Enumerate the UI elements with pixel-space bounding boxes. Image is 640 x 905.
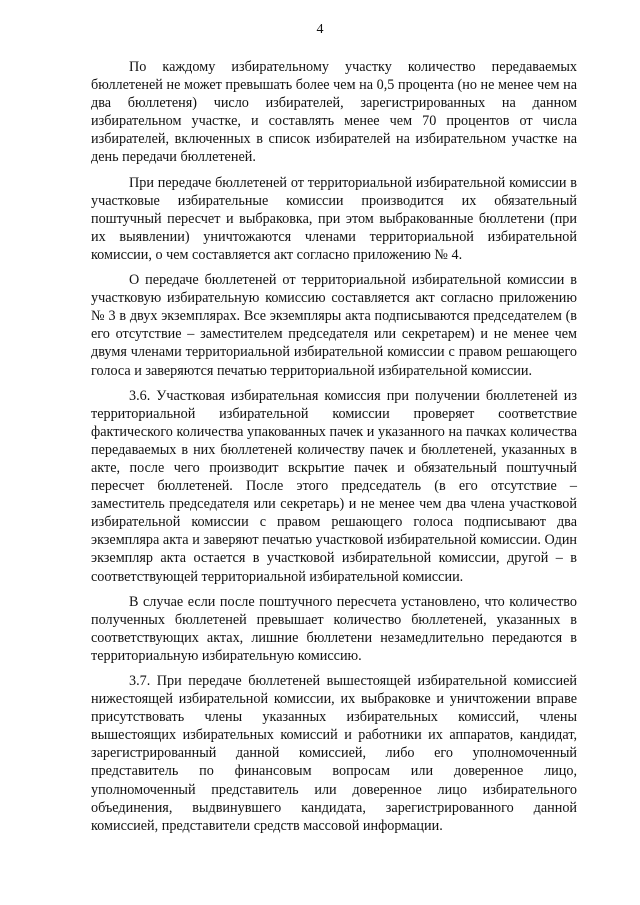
page-number: 4 [316,22,324,37]
paragraph-section-3-7: 3.7. При передаче бюллетеней вышестоящей избирательной комиссией нижестоящей избирательной комиссии, их выбраковке и уничтожении вправе присутствовать члены указанных избирательных комиссий, члены вышестоящих избирательных комиссий и работники их аппаратов, кандидат, зарегистрированный данной комиссией, либо его уполномоченный представитель по финансовым вопросам или доверенное лицо, уполномоченный представитель или доверенное лицо избирательного объединения, выдвинувшего кандидата, зарегистрированного данной комиссией, представители средств массовой информации. [91,673,577,834]
paragraph-excess-ballots: В случае если после поштучного пересчета установлено, что количество полученных бюллетеней превышает количество бюллетеней, указанных в соответствующих актах, лишние бюллетени незамедлительно передаются в территориальную избирательную комиссию. [91,593,577,664]
paragraph-transfer-act: О передаче бюллетеней от территориальной избирательной комиссии в участковую избирательную комиссию составляется акт согласно приложению № 3 в двух экземплярах. Все экземпляры акта подписываются председателем (в его отсутствие – заместителем председателя или секретарем) и не менее чем двумя членами территориальной избирательной комиссии с правом решающего голоса и заверяются печатью территориальной избирательной комиссии. [91,272,577,379]
paragraph-ballot-limit: По каждому избирательному участку количество передаваемых бюллетеней не может превышать более чем на 0,5 процента (но не менее чем на два бюллетеня) число избирателей, зарегистрированных на данном избирательном участке, и составлять менее чем 70 процентов от числа избирателей, включенных в список избирателей на избирательном участке на день передачи бюллетеней. [91,59,577,166]
document-body [91,58,577,842]
paragraph-section-3-6: 3.6. Участковая избирательная комиссия при получении бюллетеней из территориальной избирательной комиссии проверяет соответствие фактического количества упакованных пачек и указанного на пачках количества передаваемых в них бюллетеней количеству пачек и бюллетеней, указанных в акте, после чего производит вскрытие пачек и обязательный поштучный пересчет бюллетеней. После этого председатель (в его отсутствие – заместитель председателя или секретарь) и не менее чем два члена участковой избирательной комиссии с правом решающего голоса подписывают два экземпляра акта и заверяют печатью участковой избирательной комиссии. Один экземпляр акта остается в участковой избирательной комиссии, другой – в соответствующей территориальной избирательной комиссии. [91,387,577,585]
paragraph-transfer-count: При передаче бюллетеней от территориальной избирательной комиссии в участковые избирательные комиссии производится их обязательный поштучный пересчет и выбраковка, при этом выбракованные бюллетени (при их выявлении) уничтожаются членами территориальной избирательной комиссии, о чем составляется акт согласно приложению № 4. [91,174,577,263]
